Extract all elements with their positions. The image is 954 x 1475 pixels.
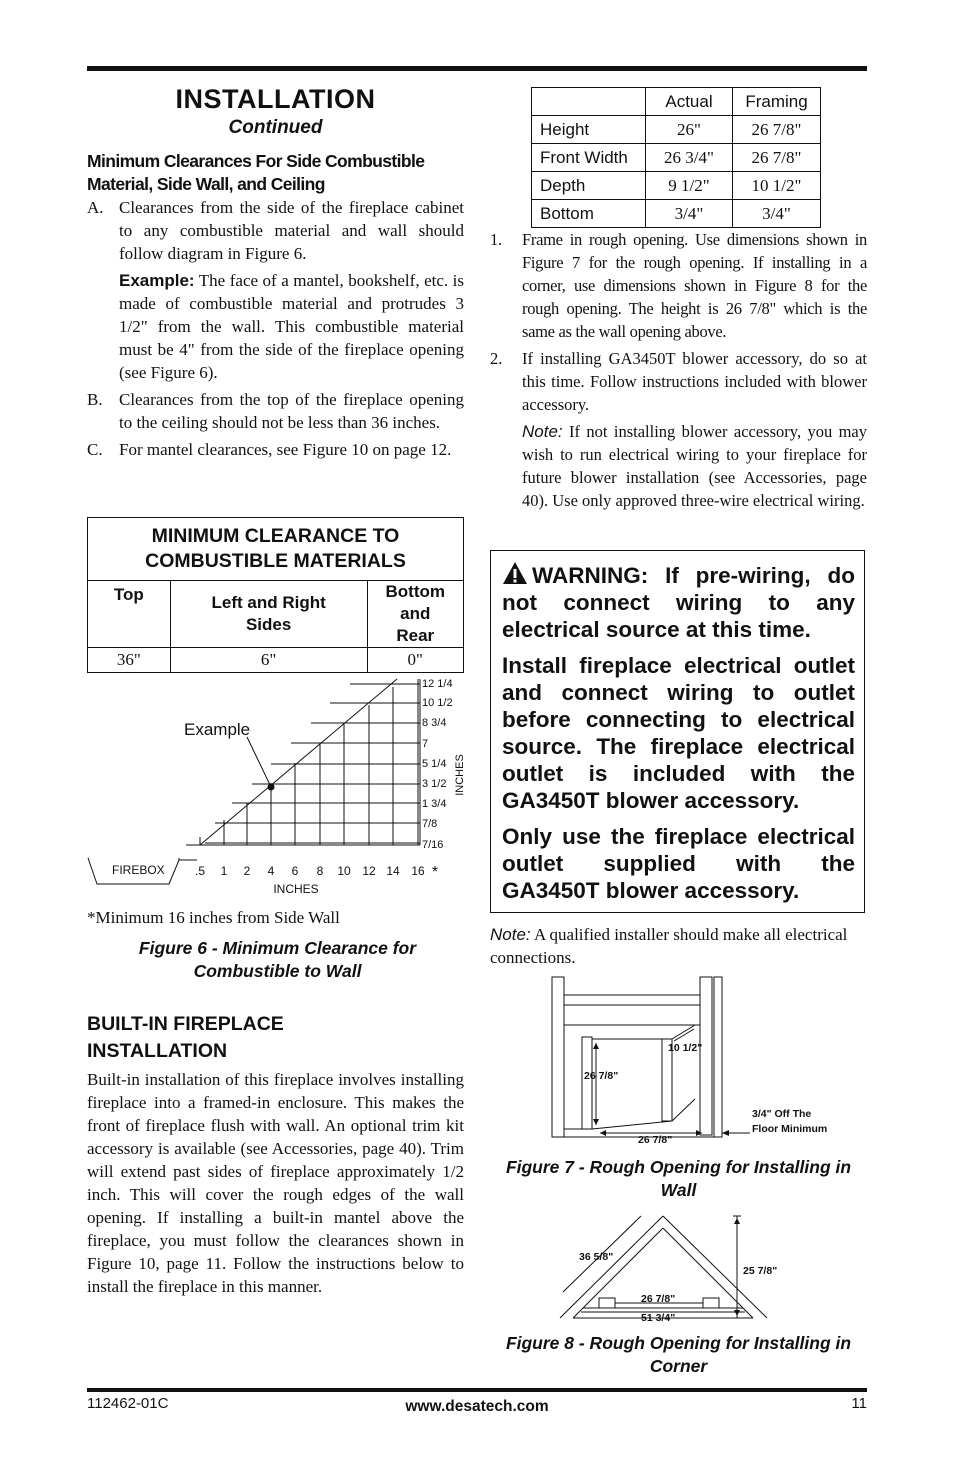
figure8-caption: Figure 8 - Rough Opening for Installing in Corner <box>505 1333 852 1376</box>
example-text: The face of a mantel, bookshelf, etc. is made of combustible material and protrudes 3 1/2" from the wall. This combustible material must be 4" from the side of the fireplace opening (see Figure 6). <box>119 271 464 382</box>
fig8-dim-wall: 51 3/4" <box>641 1312 676 1324</box>
y-tick: 5 1/4 <box>422 758 447 770</box>
y-tick: 8 3/4 <box>422 717 447 729</box>
figure8-diagram <box>555 1214 795 1328</box>
firebox-label: FIREBOX <box>112 863 165 877</box>
y-tick: 7 <box>422 738 429 750</box>
example-label: Example <box>184 720 251 739</box>
part-number: 112462-01C <box>87 1395 169 1412</box>
figure7-diagram <box>540 975 840 1155</box>
y-tick: 3 1/2 <box>422 778 447 790</box>
figure7-caption: Figure 7 - Rough Opening for Installing in Wall <box>505 1157 852 1200</box>
website-link[interactable]: www.desatech.com <box>405 1398 549 1415</box>
x-tick: 10 <box>337 864 351 878</box>
clearance-table <box>87 517 464 673</box>
fig7-dim-height: 26 7/8" <box>584 1070 619 1082</box>
header <box>87 84 464 139</box>
dims-corner <box>532 88 646 116</box>
list-item: B. Clearances from the top of the fireplace opening to the ceiling should not be less than 36 inches. <box>87 390 464 432</box>
dims-header-actual: Actual <box>646 88 733 116</box>
figure6-caption: Figure 6 - Minimum Clearance for Combustible to Wall <box>138 938 417 981</box>
x-tick: 16 <box>411 864 425 878</box>
y-tick: 7/8 <box>422 818 438 830</box>
clearance-value-bottom: 0" <box>367 648 463 673</box>
example-point <box>268 784 275 791</box>
example-paragraph <box>119 269 464 384</box>
y-tick: 1 3/4 <box>422 798 447 810</box>
clearances-list <box>87 196 464 461</box>
dimensions-table <box>531 87 821 228</box>
note-text: A qualified installer should make all electrical connections. <box>490 925 848 967</box>
warning-paragraph: WARNING: If pre-wiring, do not connect wiring to any electrical source at this time. <box>502 563 855 642</box>
clearance-header-sides: Left and Right Sides <box>170 581 367 648</box>
figure6-footnote: *Minimum 16 inches from Side Wall <box>87 908 340 927</box>
dims-header-framing: Framing <box>733 88 821 116</box>
note-paragraph <box>522 420 867 512</box>
clearance-table-title: MINIMUM CLEARANCE TO COMBUSTIBLE MATERIALS <box>88 518 464 581</box>
x-tick: 12 <box>362 864 376 878</box>
list-item: 1. Frame in rough opening. Use dimensions shown in Figure 7 for the rough opening. If installing in a corner, use dimensions shown in Figure 8 for the rough opening. The height is 26 7/8" which is the same as the wall opening above. <box>490 230 867 341</box>
fig8-dim-front: 26 7/8" <box>641 1293 676 1305</box>
x-tick: 1 <box>220 864 228 878</box>
x-tick: 6 <box>291 864 299 878</box>
list-item: A. Clearances from the side of the fireplace cabinet to any combustible material and wall should follow diagram in Figure 6. <box>87 198 464 263</box>
clearance-value-top: 36" <box>88 648 171 673</box>
x-tick: 4 <box>267 864 275 878</box>
page-subtitle: Continued <box>228 117 323 138</box>
fig7-dim-width: 26 7/8" <box>638 1134 673 1146</box>
clearance-header-bottom: Bottom and Rear <box>367 581 463 648</box>
note-label: Note: <box>522 422 563 441</box>
bottom-rule <box>87 1388 867 1392</box>
warning-icon <box>502 561 528 585</box>
fig7-dim-depth: 10 1/2" <box>668 1042 703 1054</box>
x-tick: .5 <box>194 864 206 878</box>
builtin-heading: BUILT-IN FIREPLACE INSTALLATION <box>87 1013 284 1062</box>
table-row: Bottom 3/4" 3/4" <box>532 200 821 228</box>
fig8-dim-side: 36 5/8" <box>579 1251 614 1263</box>
top-rule <box>87 66 867 71</box>
list-item: C. For mantel clearances, see Figure 10 on page 12. <box>87 440 452 459</box>
fig8-dim-height: 25 7/8" <box>743 1265 778 1277</box>
page-number: 11 <box>851 1395 867 1412</box>
warning-box <box>490 550 865 913</box>
figure6-diagram <box>87 665 467 900</box>
x-axis-label: INCHES <box>273 882 319 896</box>
y-axis-label: INCHES <box>454 754 466 796</box>
clearances-subhead: Minimum Clearances For Side Combustible Material, Side Wall, and Ceiling <box>87 151 425 194</box>
table-row: Height 26" 26 7/8" <box>532 116 821 144</box>
fig7-floor-note: 3/4" Off The Floor Minimum <box>752 1108 828 1135</box>
x-tick: 14 <box>386 864 400 878</box>
y-tick: 7/16 <box>422 839 444 851</box>
table-row: Front Width 26 3/4" 26 7/8" <box>532 144 821 172</box>
example-label: Example: <box>119 271 195 290</box>
clearance-header-top: Top <box>88 581 171 648</box>
x-tick: 8 <box>316 864 324 878</box>
note2-paragraph <box>490 923 867 969</box>
note-label: Note: <box>490 925 531 944</box>
y-tick: 12 1/4 <box>422 678 453 690</box>
x-tick: 2 <box>243 864 251 878</box>
clearance-value-sides: 6" <box>170 648 367 673</box>
page-title: INSTALLATION <box>175 84 376 114</box>
note-text: If not installing blower accessory, you may wish to run electrical wiring to your fireplace for future blower installation (see Accessories, page 40). Use only approved three-wire electrical wiring. <box>522 422 867 510</box>
list-item: 2. If installing GA3450T blower accessory, do so at this time. Follow instructions included with blower accessory. <box>490 349 867 414</box>
table-row: Depth 9 1/2" 10 1/2" <box>532 172 821 200</box>
builtin-text: Built-in installation of this fireplace involves installing fireplace into a framed-in enclosure. This makes the front of fireplace flush with wall. An optional trim kit accessory is available (see Accessories, page 40). Trim will extend past sides of fireplace approximately 1/2 inch. This will cover the rough edges of the wall opening. If installing a built-in mantel above the fireplace, you must follow the clearances shown in Figure 10, page 11. Follow the instructions below to install the fireplace in this manner. <box>87 1070 464 1296</box>
warning-paragraph: Only use the fireplace electrical outlet supplied with the GA3450T blower accessory. <box>502 824 855 903</box>
warning-paragraph: Install fireplace electrical outlet and connect wiring to outlet before connecting to electrical source. The fireplace electrical outlet is included with the GA3450T blower accessory. <box>502 653 855 813</box>
y-tick: 10 1/2 <box>422 697 453 709</box>
steps-list <box>490 228 867 512</box>
asterisk: * <box>431 864 439 881</box>
